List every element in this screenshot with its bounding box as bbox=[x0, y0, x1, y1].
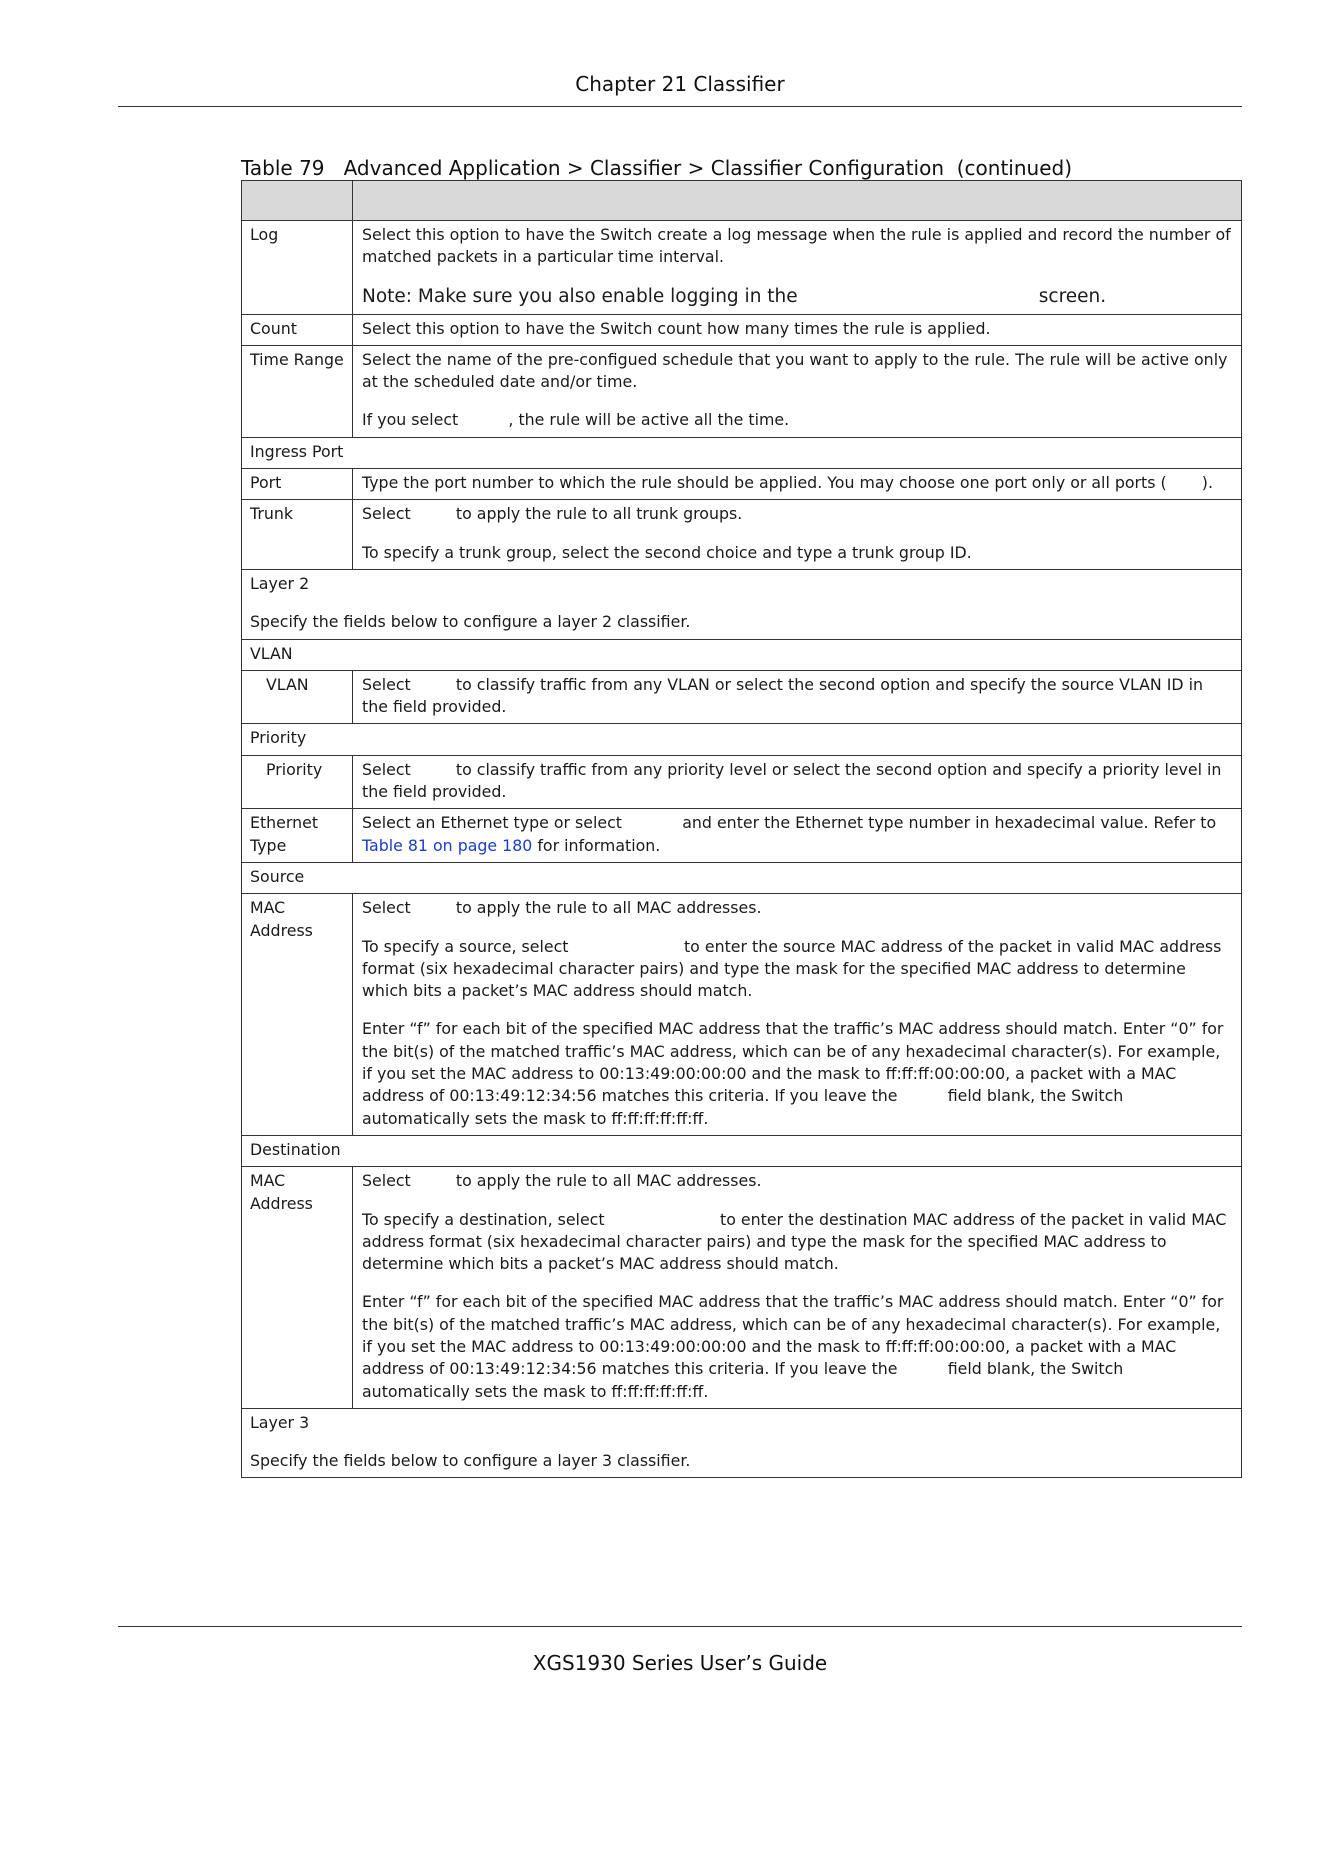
footer-rule bbox=[118, 1626, 1242, 1627]
row-description bbox=[353, 809, 1242, 863]
table-row-priority-group bbox=[242, 724, 1242, 755]
section-heading: Ingress Port bbox=[242, 437, 1242, 468]
description-text bbox=[362, 812, 1232, 857]
section-heading: Destination bbox=[242, 1135, 1242, 1166]
classifier-table-container bbox=[241, 180, 1241, 1478]
description-text: Select the name of the pre-configued schedule that you want to apply to the rule. The rule will be active only at the scheduled date and/or time. bbox=[362, 349, 1228, 392]
label-header-cell bbox=[242, 181, 353, 221]
table-row-layer-3 bbox=[242, 1408, 1242, 1478]
table-row-port bbox=[242, 469, 1242, 500]
section-heading: Source bbox=[242, 862, 1242, 893]
table-row-source bbox=[242, 862, 1242, 893]
table-row-vlan-group bbox=[242, 639, 1242, 670]
section-description: Specify the fields below to configure a layer 2 classifier. bbox=[250, 612, 691, 632]
table-row-log bbox=[242, 221, 1242, 315]
description-text: Enter “f” for each bit of the specified MAC address that the traffic’s MAC address should match. Enter “0” for the bit(s) of the matched traffic’s MAC address, which can be of any hexadecimal character(s). For example, if you set the MAC address to 00:13:49:00:00:00 and the mask to ff:ff:ff:00:00:00, a packet with a MAC address of 00:13:49:12:34:56 matches this criteria. If you leave the field blank, the Switch automatically sets the mask to ff:ff:ff:ff:ff:ff. bbox=[362, 1019, 1229, 1128]
note-text: Note: Make sure you also enable logging in the screen. bbox=[362, 285, 1107, 307]
description-text: Select to apply the rule to all MAC addresses. bbox=[362, 1171, 762, 1191]
description-text: Select to apply the rule to all MAC addresses. bbox=[362, 898, 762, 918]
section-heading: Layer 2 bbox=[250, 573, 310, 593]
description-text: Select to apply the rule to all trunk groups. bbox=[362, 504, 743, 524]
row-description bbox=[353, 894, 1242, 1136]
row-label: Port bbox=[242, 469, 353, 500]
description-text: Select this option to have the Switch create a log message when the rule is applied and record the number of matched packets in a particular time interval. bbox=[362, 225, 1231, 267]
row-label: Time Range bbox=[242, 345, 353, 437]
description-text: To specify a destination, select to enter the destination MAC address of the packet in valid MAC address format (six hexadecimal character pairs) and type the mask for the specified MAC address to determine which bits a packet’s MAC address should match. bbox=[362, 1209, 1232, 1274]
row-description bbox=[353, 469, 1242, 500]
row-description bbox=[353, 1167, 1242, 1409]
row-label: Priority bbox=[242, 755, 353, 809]
row-description bbox=[353, 345, 1242, 437]
row-label: Log bbox=[242, 221, 353, 315]
row-description bbox=[353, 500, 1242, 570]
row-label: VLAN bbox=[242, 670, 353, 724]
row-label: MAC Address bbox=[242, 894, 353, 1136]
table-row-destination bbox=[242, 1135, 1242, 1166]
table-row-vlan bbox=[242, 670, 1242, 724]
classifier-config-table bbox=[241, 180, 1242, 1478]
row-label: MAC Address bbox=[242, 1167, 353, 1409]
header-rule bbox=[118, 106, 1242, 107]
section-cell bbox=[242, 569, 1242, 639]
chapter-header: Chapter 21 Classifier bbox=[575, 72, 785, 96]
description-text: Select to classify traffic from any priority level or select the second option and specify a priority level in the field provided. bbox=[362, 759, 1227, 802]
description-text: Select this option to have the Switch count how many times the rule is applied. bbox=[362, 318, 991, 338]
row-label: Trunk bbox=[242, 500, 353, 570]
section-heading: Priority bbox=[242, 724, 1242, 755]
description-text: If you select , the rule will be active all the time. bbox=[362, 410, 790, 430]
table-81-link[interactable]: Table 81 on page 180 bbox=[362, 835, 533, 855]
table-header-row bbox=[242, 181, 1242, 221]
table-row-time-range bbox=[242, 345, 1242, 437]
row-description bbox=[353, 755, 1242, 809]
row-description bbox=[353, 314, 1242, 345]
table-caption: Table 79 Advanced Application > Classifier > Classifier Configuration (continued) bbox=[241, 156, 1073, 180]
row-label: Count bbox=[242, 314, 353, 345]
description-text: To specify a source, select to enter the source MAC address of the packet in valid MAC address format (six hexadecimal character pairs) and type the mask for the specified MAC address to determine which bits a packet’s MAC address should match. bbox=[362, 936, 1227, 1001]
section-heading: VLAN bbox=[242, 639, 1242, 670]
row-description bbox=[353, 221, 1242, 315]
description-text-start: Select an Ethernet type or select and enter the Ethernet type number in hexadecimal value. Refer to bbox=[362, 813, 1222, 833]
description-text-end: for information. bbox=[532, 835, 661, 855]
table-row-trunk bbox=[242, 500, 1242, 570]
guide-footer: XGS1930 Series User’s Guide bbox=[532, 1651, 828, 1675]
description-header-cell bbox=[353, 181, 1242, 221]
row-description bbox=[353, 670, 1242, 724]
description-text: Type the port number to which the rule should be applied. You may choose one port only or all ports ( ). bbox=[362, 473, 1213, 493]
table-row-destination-mac bbox=[242, 1167, 1242, 1409]
description-text: Enter “f” for each bit of the specified MAC address that the traffic’s MAC address should match. Enter “0” for the bit(s) of the matched traffic’s MAC address, which can be of any hexadecimal character(s). For example, if you set the MAC address to 00:13:49:00:00:00 and the mask to ff:ff:ff:00:00:00, a packet with a MAC address of 00:13:49:12:34:56 matches this criteria. If you leave the field blank, the Switch automatically sets the mask to ff:ff:ff:ff:ff:ff. bbox=[362, 1292, 1229, 1401]
table-row-ethernet-type bbox=[242, 809, 1242, 863]
row-label: Ethernet Type bbox=[242, 809, 353, 863]
table-row-ingress-port bbox=[242, 437, 1242, 468]
table-row-layer-2 bbox=[242, 569, 1242, 639]
section-heading: Layer 3 bbox=[250, 1412, 310, 1432]
section-cell bbox=[242, 1408, 1242, 1478]
table-row-count bbox=[242, 314, 1242, 345]
description-text: To specify a trunk group, select the second choice and type a trunk group ID. bbox=[362, 542, 972, 562]
table-row-source-mac bbox=[242, 894, 1242, 1136]
description-text: Select to classify traffic from any VLAN or select the second option and specify the source VLAN ID in the field provided. bbox=[362, 674, 1209, 717]
table-row-priority bbox=[242, 755, 1242, 809]
section-description: Specify the fields below to configure a layer 3 classifier. bbox=[250, 1451, 691, 1471]
